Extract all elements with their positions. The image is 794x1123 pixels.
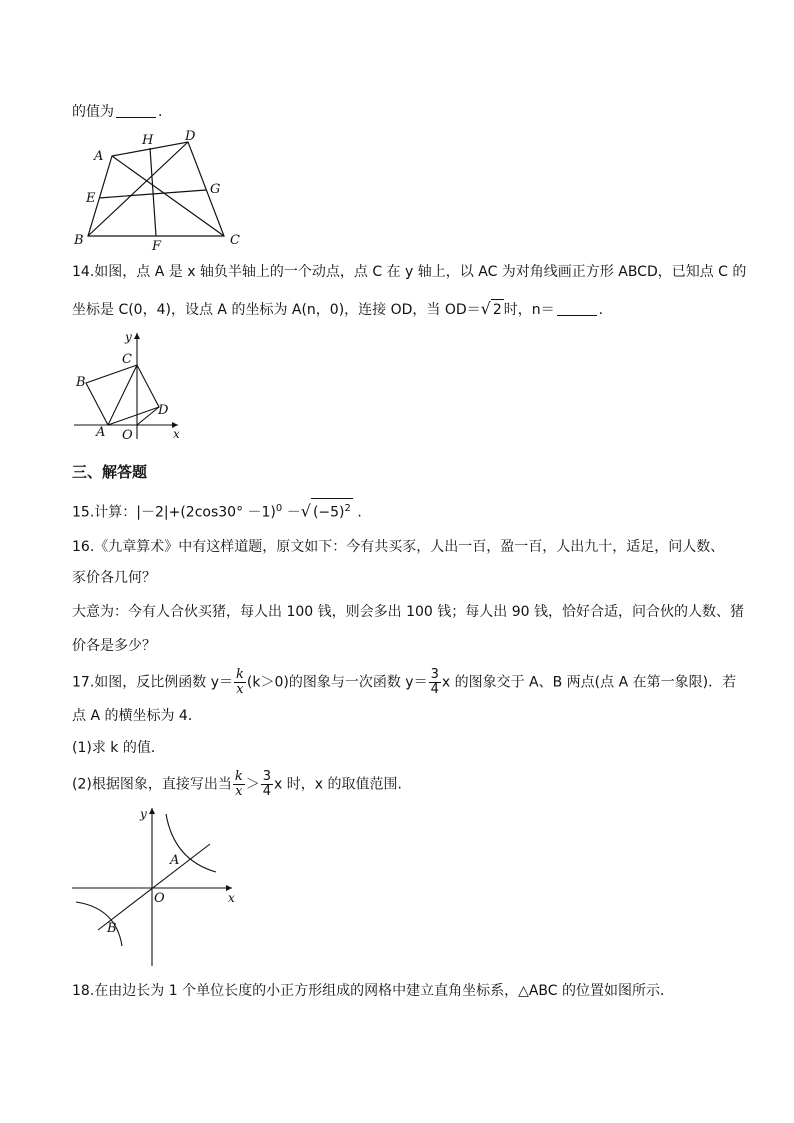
label-G: G xyxy=(210,182,221,197)
q16-line1: 16.《九章算术》中有这样道题，原文如下：今有共买豕，人出一百，盈一百，人出九十，适足，问人数、 xyxy=(72,539,725,555)
figure-17-hyperbola xyxy=(70,800,250,968)
label-D: D xyxy=(158,403,169,418)
label-x: x xyxy=(228,891,235,905)
label-C: C xyxy=(122,352,132,367)
q17-text-a: 17.如图，反比例函数 y＝ xyxy=(72,674,233,691)
q14-line1: 14.如图，点 A 是 x 轴负半轴上的一个动点，点 C 在 y 轴上，以 AC 为对角线画正方形 ABCD，已知点 C 的 xyxy=(72,264,747,280)
q17-sub2-b: x 时，x 的取值范围. xyxy=(274,776,402,793)
label-y: y xyxy=(125,330,132,344)
q17-line1 xyxy=(72,668,736,697)
label-F: F xyxy=(152,239,162,251)
label-y: y xyxy=(140,807,147,821)
q15-prefix: 15.计算：|－2|+(2cos30° －1) xyxy=(72,504,276,521)
q13-end: . xyxy=(158,104,163,120)
numerator-3: 3 xyxy=(262,769,272,784)
label-B: B xyxy=(107,921,117,936)
label-A: A xyxy=(96,425,106,440)
figure-14-square-axes xyxy=(70,325,190,445)
q15-minus: － xyxy=(286,504,301,521)
sqrt-value: 2 xyxy=(491,299,504,320)
q17-sub2-a: (2)根据图象，直接写出当 xyxy=(72,776,232,793)
numerator-3: 3 xyxy=(430,667,439,682)
q17-sub2 xyxy=(72,770,402,799)
denominator-4: 4 xyxy=(262,784,272,799)
q16-line2: 豕价各几何？ xyxy=(72,570,156,586)
sqrt-sign: √ xyxy=(300,501,311,521)
q15-end: . xyxy=(357,504,362,521)
label-E: E xyxy=(86,191,96,206)
y-arrow-icon xyxy=(149,808,155,814)
answer-blank xyxy=(116,103,156,118)
q15-exponent-2: 2 xyxy=(344,503,351,514)
figure-13-trapezoid xyxy=(72,126,252,251)
q14-line2-a: 坐标是 C(0，4)，设点 A 的坐标为 A(n，0)，连接 OD，当 OD＝ xyxy=(72,302,481,318)
fraction-k-over-x xyxy=(233,770,245,799)
fraction-k-over-x xyxy=(234,668,246,697)
q16-line4: 价各是多少？ xyxy=(72,638,156,654)
section-heading: 三、解答题 xyxy=(72,463,148,481)
fraction-3-over-4 xyxy=(429,668,441,697)
q13-text: 的值为 xyxy=(72,104,114,120)
label-A: A xyxy=(94,149,104,164)
q17-text-b: (k＞0)的图象与一次函数 y＝ xyxy=(246,674,428,691)
q17-line2: 点 A 的横坐标为 4． xyxy=(72,708,202,724)
q17-sub1: (1)求 k 的值． xyxy=(72,740,165,756)
label-O: O xyxy=(122,428,133,443)
q14-line2 xyxy=(72,299,603,320)
q15-exponent-0: 0 xyxy=(275,503,283,514)
q16-line3: 大意为：今有人合伙买猪，每人出 100 钱，则会多出 100 钱；每人出 90 钱，恰好合适，问合伙的人数、猪 xyxy=(72,604,744,620)
greater-than: ＞ xyxy=(245,776,260,793)
denominator-x: x xyxy=(236,682,244,697)
answer-blank xyxy=(557,301,597,316)
label-C: C xyxy=(230,233,240,248)
q15-radicand xyxy=(311,498,353,523)
label-B: B xyxy=(76,375,86,390)
q13-answer-line xyxy=(72,102,162,122)
fraction-3-over-4 xyxy=(261,770,273,799)
q15-inner: (−5) xyxy=(312,504,345,521)
sqrt-sign: √ xyxy=(480,299,491,318)
q14-end: . xyxy=(598,302,604,318)
q17-text-c: x 的图象交于 A、B 两点(点 A 在第一象限)．若 xyxy=(441,674,737,691)
denominator-x: x xyxy=(235,784,243,799)
numerator-k: k xyxy=(236,667,244,682)
label-H: H xyxy=(142,133,154,148)
y-arrow-icon xyxy=(134,333,140,339)
q15-line xyxy=(72,498,362,523)
q18-line1: 18.在由边长为 1 个单位长度的小正方形组成的网格中建立直角坐标系，△ABC 的位置如图所示． xyxy=(72,983,674,999)
numerator-k: k xyxy=(234,769,243,784)
q14-line2-b: 时，n＝ xyxy=(503,302,555,318)
label-O: O xyxy=(154,891,165,906)
label-x: x xyxy=(173,427,180,441)
denominator-4: 4 xyxy=(430,682,439,697)
label-B: B xyxy=(74,233,84,248)
label-D: D xyxy=(185,129,196,144)
label-A: A xyxy=(170,853,180,868)
